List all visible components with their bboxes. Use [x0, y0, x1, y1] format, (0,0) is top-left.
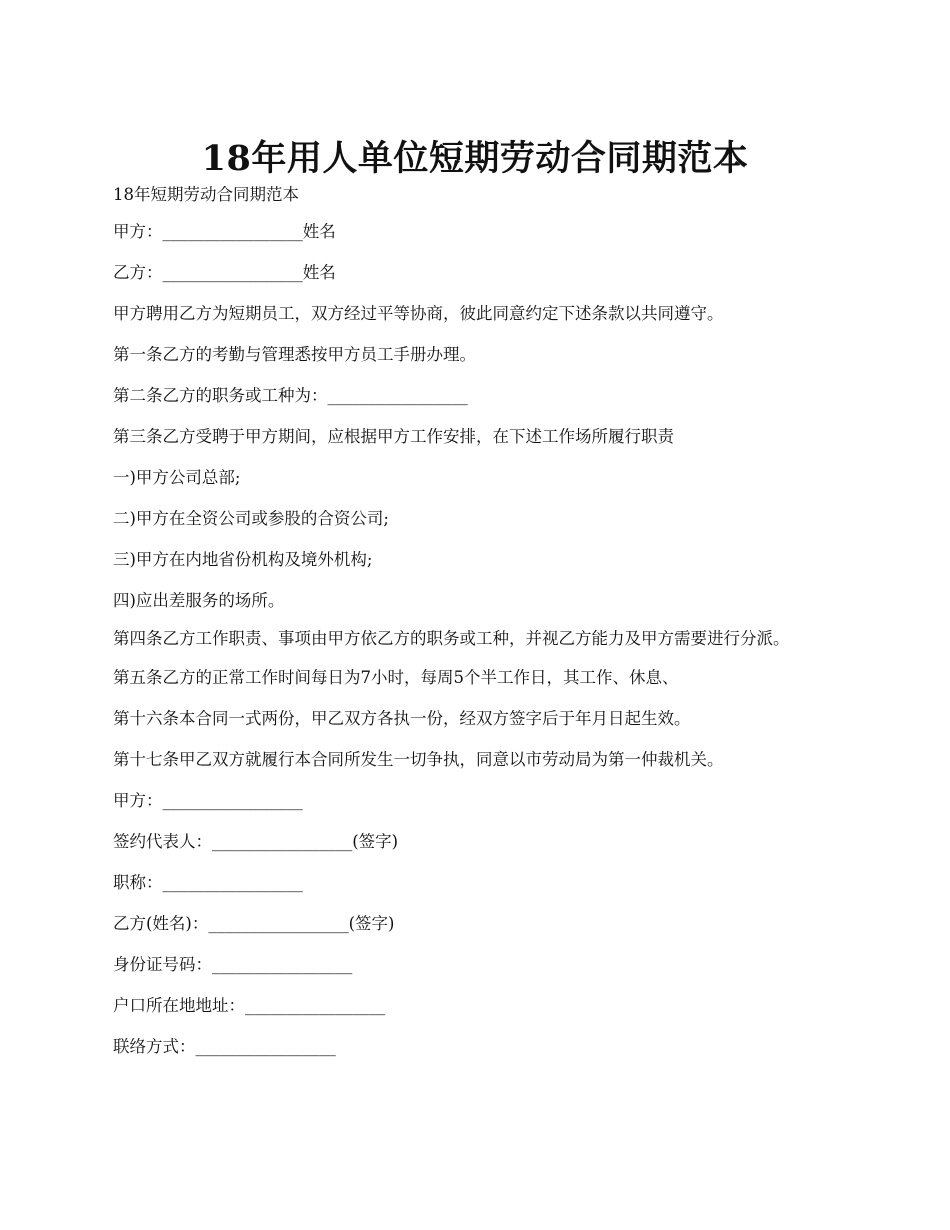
- workplace-item-3: 三)甲方在内地省份机构及境外机构;: [113, 550, 373, 569]
- signature-representative: 签约代表人：_________________(签字): [113, 832, 399, 851]
- preamble-paragraph: 甲方聘用乙方为短期员工，双方经过平等协商，彼此同意约定下述条款以共同遵守。: [113, 304, 724, 323]
- signature-job-title: 职称：_________________: [113, 873, 303, 892]
- subtitle-line: 18年短期劳动合同期范本: [113, 185, 299, 204]
- document-body: [113, 183, 843, 1076]
- article-5: 第五条乙方的正常工作时间每日为7小时，每周5个半工作日，其工作、休息、: [113, 668, 679, 687]
- article-16: 第十六条本合同一式两份，甲乙双方各执一份，经双方签字后于年月日起生效。: [113, 709, 691, 728]
- article-4: 第四条乙方工作职责、事项由甲方依乙方的职务或工种，并视乙方能力及甲方需要进行分派。: [113, 629, 790, 648]
- article-3: 第三条乙方受聘于甲方期间，应根据甲方工作安排，在下述工作场所履行职责: [113, 427, 674, 446]
- contact-field: 联络方式：_________________: [113, 1037, 336, 1056]
- id-number-field: 身份证号码：_________________: [113, 955, 353, 974]
- workplace-item-2: 二)甲方在全资公司或参股的合资公司;: [113, 509, 389, 528]
- article-17: 第十七条甲乙双方就履行本合同所发生一切争执，同意以市劳动局为第一仲裁机关。: [113, 750, 724, 769]
- party-b-line: 乙方：_________________姓名: [113, 263, 336, 282]
- workplace-item-1: 一)甲方公司总部;: [113, 468, 241, 487]
- signature-party-b: 乙方(姓名)：_________________(签字): [113, 914, 395, 933]
- signature-party-a: 甲方：_________________: [113, 791, 303, 810]
- article-1: 第一条乙方的考勤与管理悉按甲方员工手册办理。: [113, 345, 476, 364]
- household-address-field: 户口所在地地址：_________________: [113, 996, 386, 1015]
- workplace-item-4: 四)应出差服务的场所。: [113, 591, 285, 610]
- article-2: 第二条乙方的职务或工种为：_________________: [113, 386, 468, 405]
- party-a-line: 甲方：_________________姓名: [113, 222, 336, 241]
- document-title: 18年用人单位短期劳动合同期范本: [201, 138, 749, 180]
